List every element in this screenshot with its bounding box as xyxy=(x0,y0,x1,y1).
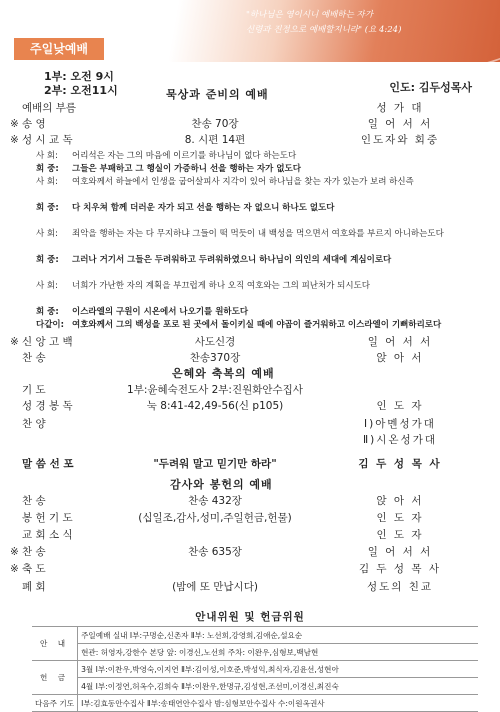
order-leader: 일 어 서 서 xyxy=(367,336,433,348)
order-detail: 찬송 70장 xyxy=(191,118,239,130)
order-label: 신 앙 고 백 xyxy=(22,336,73,348)
order-label: 예배의 부름 xyxy=(22,102,77,114)
order-detail: (밤에 또 만납시다) xyxy=(172,581,258,593)
reader-role: 회 중: xyxy=(36,164,59,174)
order-row xyxy=(10,132,488,148)
reading-text: 여호와께서 그의 백성을 포로 된 곳에서 돌이키실 때에 야곱이 즐거워하고 이스라엘이 기뻐하리로다 xyxy=(72,320,442,330)
order-leader: 앉 아 서 xyxy=(376,352,424,364)
order-row xyxy=(10,561,488,577)
table-row xyxy=(32,661,478,678)
header-banner xyxy=(0,0,500,62)
verse-line-1: "하나님은 영이시니 예배하는 자가 xyxy=(246,10,373,20)
reading-text: 이스라엘의 구원이 시온에서 나오기를 원하도다 xyxy=(72,307,249,317)
order-label: 찬 송 xyxy=(22,546,46,558)
order-row xyxy=(10,398,488,414)
order-leader: 인도자와 회중 xyxy=(360,134,440,146)
order-detail: 8. 시편 14편 xyxy=(184,134,246,146)
order-leader: Ⅰ)아멘성가대 xyxy=(364,418,436,430)
reader-role: 회 중: xyxy=(36,255,59,265)
order-row xyxy=(10,416,488,432)
first-service-time: 1부: 오전 9시 xyxy=(44,70,114,83)
order-row xyxy=(10,544,488,560)
order-leader: Ⅱ)시온성가대 xyxy=(363,434,437,446)
required-stand-mark: ※ xyxy=(10,546,19,558)
order-detail: 찬송 635장 xyxy=(188,546,242,558)
order-label: 성 시 교 독 xyxy=(22,134,73,146)
reader-role: 다같이: xyxy=(36,320,65,330)
order-detail: 눅 8:41-42,49-56(신 p105) xyxy=(146,400,284,412)
required-stand-mark: ※ xyxy=(10,134,19,146)
order-label: 기 도 xyxy=(22,384,46,396)
guide-row-1: 주일예배 실내 Ⅰ부:구명순,신촌자 Ⅱ부: 노선희,강영희,김애순,설요순 xyxy=(78,627,478,644)
guide-label: 안 내 xyxy=(32,627,78,661)
order-label: 찬 송 xyxy=(22,352,46,364)
reading-text: 다 치우쳐 함께 더러운 자가 되고 선을 행하는 자 없으니 하나도 없도다 xyxy=(72,203,335,213)
order-row xyxy=(10,579,488,595)
order-label: 봉 헌 기 도 xyxy=(22,512,73,524)
table-row xyxy=(32,678,478,695)
reading-text: 죄악을 행하는 자는 다 무지하냐 그들이 떡 먹듯이 내 백성을 먹으면서 여호와를 부르지 아니하는도다 xyxy=(72,229,444,239)
order-label: 찬 송 xyxy=(22,495,46,507)
sermon-title: "두려워 말고 믿기만 하라" xyxy=(153,458,277,470)
offering-label: 헌 금 xyxy=(32,661,78,695)
reading-text: 너희가 가난한 자의 계획을 부끄럽게 하나 오직 여호와는 그의 피난처가 되시도다 xyxy=(72,281,370,291)
table-row xyxy=(32,627,478,644)
order-leader: 일 어 서 서 xyxy=(367,546,433,558)
order-detail: (십일조,감사,성미,주일헌금,헌물) xyxy=(138,512,292,524)
order-leader: 앉 아 서 xyxy=(376,495,424,507)
section-title-grace: 은혜와 축복의 예배 xyxy=(172,367,275,380)
required-stand-mark: ※ xyxy=(10,563,19,575)
order-row xyxy=(10,432,488,448)
section-title-preparation: 묵상과 준비의 예배 xyxy=(166,88,269,101)
reading-text: 어리석은 자는 그의 마음에 이르기를 하나님이 없다 하는도다 xyxy=(72,151,297,161)
order-row xyxy=(10,527,488,543)
reader-role: 회 중: xyxy=(36,307,59,317)
order-leader: 성도의 친교 xyxy=(366,581,434,593)
order-label: 폐 회 xyxy=(22,581,46,593)
order-label: 축 도 xyxy=(22,563,46,575)
order-row xyxy=(10,493,488,509)
table-row xyxy=(32,644,478,661)
preacher-label: 인도: 김두성목사 xyxy=(389,81,472,94)
next-prayer-label: 다음주 기도 xyxy=(32,695,78,712)
offering-row-2: 4월 Ⅰ부:이정연,허옥수,김희숙 Ⅱ부:이완우,한명규,김성현,조선미,이경신,최진숙 xyxy=(78,678,478,695)
reader-role: 사 회: xyxy=(36,177,58,187)
table-row xyxy=(32,695,478,712)
order-detail: 찬송 432장 xyxy=(188,495,242,507)
order-leader: 인 도 자 xyxy=(376,529,424,541)
order-row xyxy=(10,116,488,132)
required-stand-mark: ※ xyxy=(10,118,19,130)
sermon-row xyxy=(10,456,488,472)
info-title: 안내위원 및 헌금위원 xyxy=(195,611,305,623)
reading-text: 여호와께서 하늘에서 인생을 굽어살피사 지각이 있어 하나님을 찾는 자가 있는가 보려 하신즉 xyxy=(72,177,414,187)
reader-role: 사 회: xyxy=(36,151,58,161)
offering-row-1: 3월 Ⅰ부:이찬우,박영숙,이지연 Ⅱ부:김이성,이호준,박성익,최식자,김윤선,성현아 xyxy=(78,661,478,678)
order-detail: 사도신경 xyxy=(194,336,236,348)
order-label: 교 회 소 식 xyxy=(22,529,73,541)
second-service-time: 2부: 오전11시 xyxy=(44,84,118,97)
sermon-preacher: 김 두 성 목 사 xyxy=(358,458,442,470)
order-row xyxy=(10,510,488,526)
order-row xyxy=(10,382,488,398)
order-detail: 1부:윤혜숙전도사 2부:진원화안수집사 xyxy=(127,384,303,396)
order-leader: 인 도 자 xyxy=(376,512,424,524)
order-leader: 성 가 대 xyxy=(376,102,424,114)
sermon-label: 말 씀 선 포 xyxy=(22,458,74,470)
required-stand-mark: ※ xyxy=(10,336,19,348)
next-prayer-row: Ⅰ부:김효동안수집사 Ⅱ부:송태연안수집사 밤:심형보안수집사 수:이원옥권사 xyxy=(78,695,478,712)
order-leader: 김 두 성 목 사 xyxy=(358,563,442,575)
section-title-thanks: 감사와 봉헌의 예배 xyxy=(170,478,273,491)
reader-role: 사 회: xyxy=(36,229,58,239)
order-detail: 찬송370장 xyxy=(189,352,241,364)
guide-row-2: 현관: 허영자,강한수 본당 앞: 이경신,노선희 주차: 이완우,심형보,백남현 xyxy=(78,644,478,661)
verse-line-2: 신령과 진정으로 예배할지니라" (요 4:24) xyxy=(246,25,402,35)
order-leader: 일 어 서 서 xyxy=(367,118,433,130)
order-row xyxy=(10,100,488,116)
order-label: 송 영 xyxy=(22,118,46,130)
banner-verse xyxy=(246,8,456,38)
info-table xyxy=(32,626,478,712)
order-label: 성 경 봉 독 xyxy=(22,400,73,412)
order-label: 찬 양 xyxy=(22,418,46,430)
order-row xyxy=(10,350,488,366)
service-times xyxy=(44,70,118,98)
reading-text: 그들은 부패하고 그 행실이 가증하니 선을 행하는 자가 없도다 xyxy=(72,164,301,174)
reader-role: 사 회: xyxy=(36,281,58,291)
order-row xyxy=(10,334,488,350)
reader-role: 회 중: xyxy=(36,203,59,213)
service-badge: 주일낮예배 xyxy=(14,38,104,60)
reading-text: 그러나 거기서 그들은 두려워하고 두려워하였으니 하나님이 의인의 세대에 계심이로다 xyxy=(72,255,392,265)
order-leader: 인 도 자 xyxy=(376,400,424,412)
